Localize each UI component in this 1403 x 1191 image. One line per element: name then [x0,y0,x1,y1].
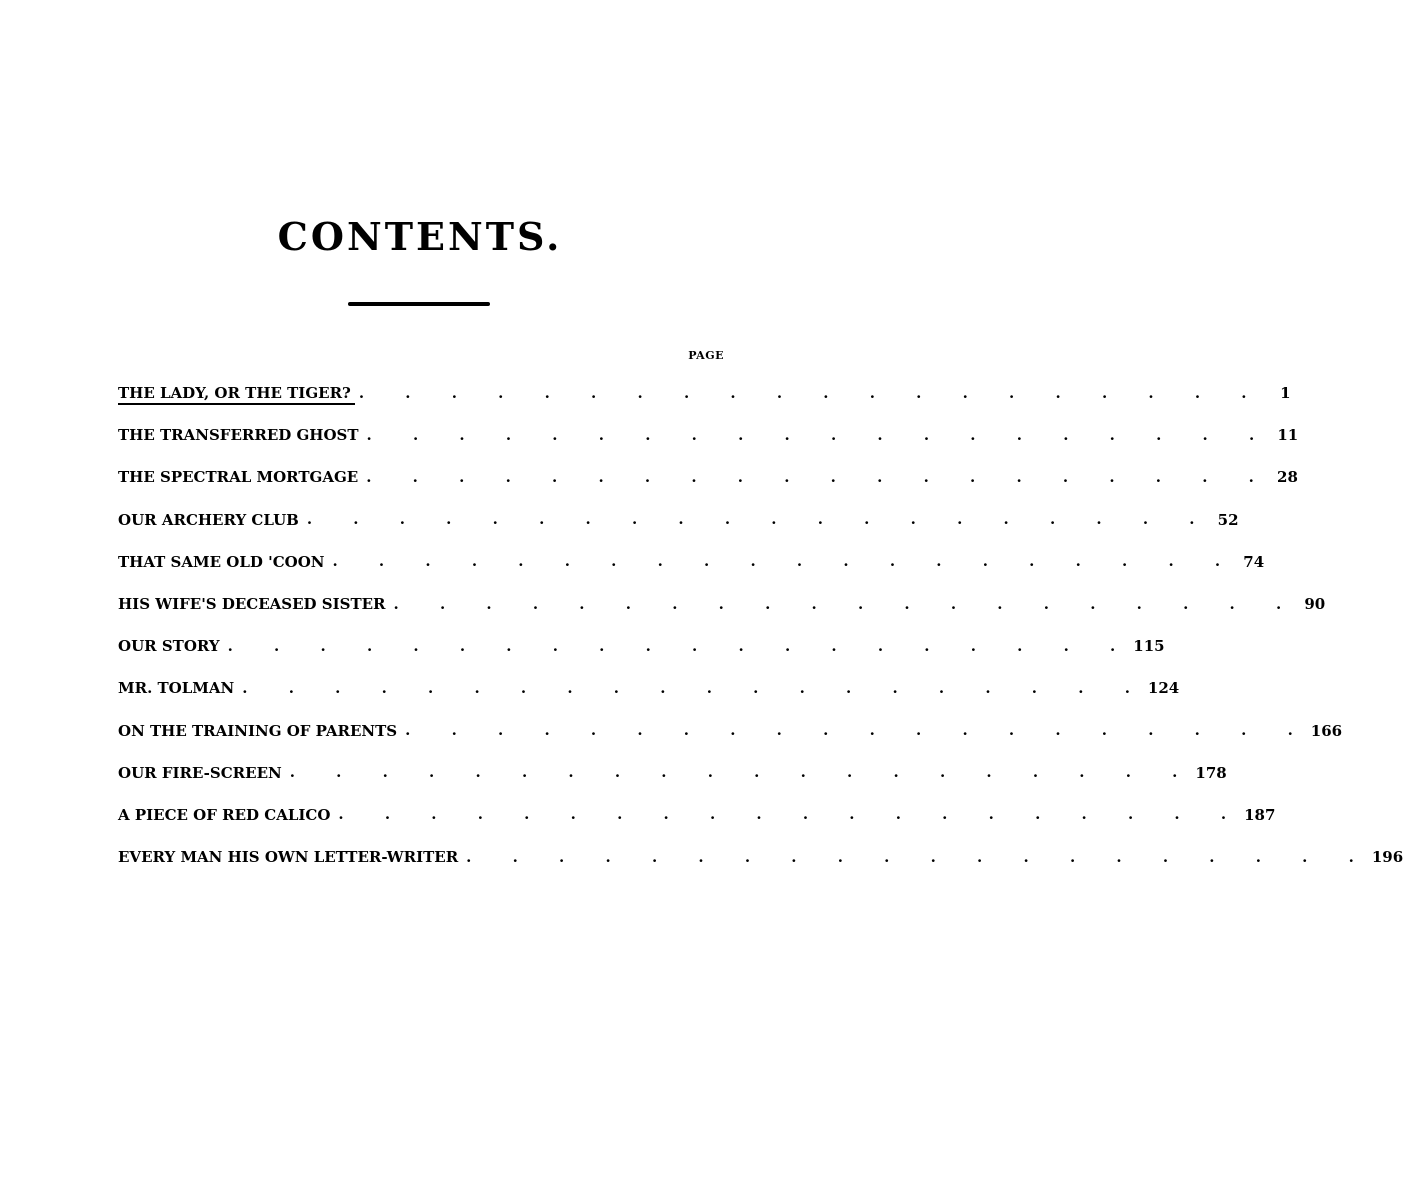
toc-entry[interactable] [118,794,1276,836]
toc-entry-title: OUR ARCHERY CLUB [118,510,299,529]
toc-entry-page: 1 [1280,384,1291,403]
dot-leader: . . . . . . . . . . . . . . . . . . . . [289,763,1196,782]
toc-entry[interactable] [118,372,1291,414]
toc-entry-page: 11 [1277,426,1299,445]
dot-leader: . . . . . . . . . . . . . . . . . . . . [242,678,1148,697]
toc-entry[interactable] [118,667,1180,709]
toc-entry[interactable] [118,456,1298,498]
toc-entry-page: 178 [1195,763,1227,782]
dot-leader: . . . . . . . . . . . . . . . . . . . . [405,721,1311,740]
toc-entry[interactable] [118,541,1265,583]
toc-entry[interactable] [118,625,1165,667]
toc-entry-page: 187 [1244,805,1276,824]
toc-entry-page: 115 [1133,637,1165,656]
toc-entry-page: 90 [1304,595,1326,614]
dot-leader: . . . . . . . . . . . . . . . . . . . . [366,467,1272,486]
toc-entry-title: THE LADY, OR THE TIGER? [118,384,359,402]
toc-entry[interactable] [118,752,1227,794]
dot-leader: . . . . . . . . . . . . . . . . . . . . [358,383,1265,402]
table-of-contents [118,372,1403,878]
toc-entry[interactable] [118,499,1239,541]
dot-leader: . . . . . . . . . . . . . . . . . . . . [227,636,1134,655]
dot-leader: . . . . . . . . . . . . . . . . . . . . [332,552,1239,571]
dot-leader: . . . . . . . . . . . . . . . . . . . . [393,594,1300,613]
dot-leader: . . . . . . . . . . . . . . . . . . . . [306,510,1213,529]
toc-entry-title: OUR STORY [118,637,220,656]
dot-leader: . . . . . . . . . . . . . . . . . . . . [338,805,1245,824]
toc-entry-title: A PIECE OF RED CALICO [118,805,331,824]
toc-entry-page: 196 [1371,848,1403,867]
title-rule [348,302,490,306]
dot-leader: . . . . . . . . . . . . . . . . . . . . [366,425,1273,444]
toc-entry-page: 166 [1310,721,1343,740]
toc-entry-title: EVERY MAN HIS OWN LETTER-WRITER [118,848,459,867]
toc-entry[interactable] [118,414,1299,456]
toc-entry-page: 52 [1217,510,1239,529]
toc-entry-page: 28 [1277,468,1298,487]
toc-entry-title: HIS WIFE'S DECEASED SISTER [118,595,386,614]
page-title: CONTENTS. [277,214,563,259]
toc-entry[interactable] [118,710,1343,752]
toc-entry-title: ON THE TRAINING OF PARENTS [118,721,398,740]
entry-underline [118,403,355,405]
dot-leader: . . . . . . . . . . . . . . . . . . . . [466,847,1372,866]
toc-entry[interactable] [118,836,1403,878]
toc-entry-title: MR. TOLMAN [118,679,235,698]
toc-entry[interactable] [118,583,1326,625]
toc-entry-title: THE TRANSFERRED GHOST [118,426,359,445]
toc-entry-page: 74 [1243,552,1265,571]
toc-entry-title: THE SPECTRAL MORTGAGE [118,468,359,487]
toc-entry-page: 124 [1147,679,1180,698]
toc-entry-title: THAT SAME OLD 'COON [118,552,325,571]
toc-entry-title: OUR FIRE-SCREEN [118,763,282,782]
page-column-label: PAGE [688,349,724,362]
